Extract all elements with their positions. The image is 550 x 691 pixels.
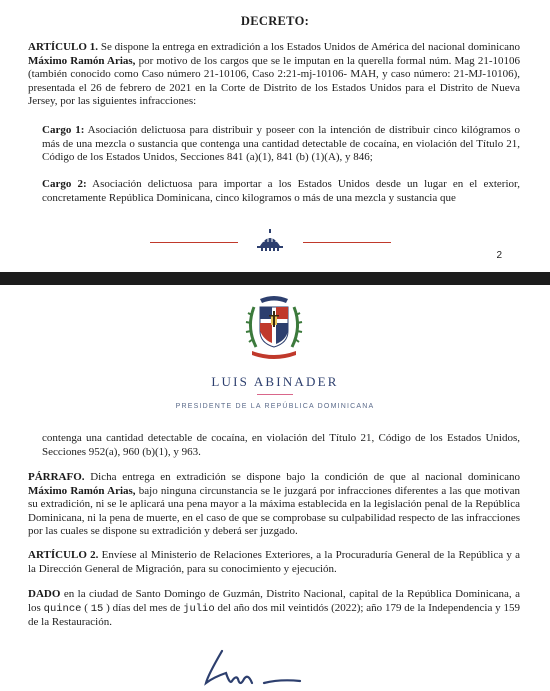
letterhead-rule [257,394,293,395]
dado-paragraph [28,588,520,630]
articulo-1-label: ARTÍCULO 1. [28,41,98,53]
coat-of-arms-icon [240,293,308,363]
articulo-2-label: ARTÍCULO 2. [28,549,99,561]
page-separator [0,272,550,285]
footer-seal-row [0,228,550,254]
national-palace-icon [252,228,288,252]
cargo-2-paragraph [42,178,520,205]
parrafo-paragraph [28,471,520,539]
articulo-1-text-b: por motivo de los cargos que se le imputan en la querella formal núm. Mag 21-10106 (también conocido como Caso número 21-10106, Caso 2:21-mj-10106- MAH, y caso número: 21-MJ-10106), presentada el 26 de febrero de 2021 en la Corte de Distrito de los Estados Unidos para el Distrito de Nueva Jersey, por las siguientes infracciones: [28,54,520,108]
articulo-2-paragraph [28,549,520,576]
signature-image [200,645,310,691]
month-field: julio [183,602,215,615]
parrafo-text-a: Dicha entrega en extradición se dispone bajo la condición de que al nacional dominicano [84,471,520,483]
cargo-2-label: Cargo 2: [42,178,87,190]
document-page-2 [0,0,550,272]
president-name: LUIS ABINADER [211,374,339,389]
president-title: PRESIDENTE DE LA REPÚBLICA DOMINICANA [175,403,375,410]
cargo-2-text: Asociación delictuosa para importar a los Estados Unidos desde un lugar en el exterior, concretamente República Dominicana, cinco kilogramos o más de una mezcla y sustancia que [42,178,520,204]
extraditee-name-2: Máximo Ramón Arias, [28,484,136,497]
footer-rule-left [150,242,238,243]
articulo-1-text-a: Se dispone la entrega en extradición a los Estados Unidos de América del nacional dominicano [98,41,520,53]
articulo-1-paragraph [28,41,520,109]
dado-label: DADO [28,588,61,600]
document-page-3 [0,285,550,691]
day-number-field: 15 [90,602,104,615]
day-word-field: quince [43,602,82,615]
decree-heading: DECRETO: [240,14,310,28]
extraditee-name: Máximo Ramón Arias, [28,54,136,67]
cargo-1-label: Cargo 1: [42,124,85,136]
dado-text-a: en la ciudad de Santo Domingo de Guzmán, Distrito Nacional, capital de la República Dominicana, a los [28,588,520,614]
page-number: 2 [496,250,502,261]
cargo-2-continuation: contenga una cantidad detectable de cocaína, en violación del Título 21, Código de los Estados Unidos, Secciones 952(a), 960 (b)(1), y 963. [42,432,520,458]
dado-text-c: ) días del mes de [103,601,184,614]
parrafo-text-b: bajo ninguna circunstancia se le juzgará por infracciones diferentes a las que motivan su extradición, ni se le aplicará una pena mayor a la máxima establecida en la legislación penal de la República Dominicana, ni la pena de muerte, en el caso de que se comprobase su culpabilidad respecto de las infracciones por las cuales se dispone su extradición y deberá ser juzgado. [28,484,520,538]
cargo-1-text: Asociación delictuosa para distribuir y poseer con la intención de distribuir cinco kilógramos o más de una mezcla o sustancia que contenga una cantidad detectable de cocaína, en violación del Título 21, Código de los Estados Unidos, Secciones 841 (a)(1), 841 (b) (1)(A), y 846; [42,124,520,164]
cargo-1-paragraph [42,124,520,165]
parrafo-label: PÁRRAFO. [28,471,85,483]
footer-rule-right [303,242,391,243]
dado-text-d: del año dos mil veintidós (2022); año 179 de la Independencia y 159 de la Restauración. [28,601,520,629]
dado-text-b: ( [81,601,91,614]
articulo-2-text: Envíese al Ministerio de Relaciones Exteriores, a la Procuraduría General de la República y a la Dirección General de Migración, para su conocimiento y ejecución. [28,549,520,575]
